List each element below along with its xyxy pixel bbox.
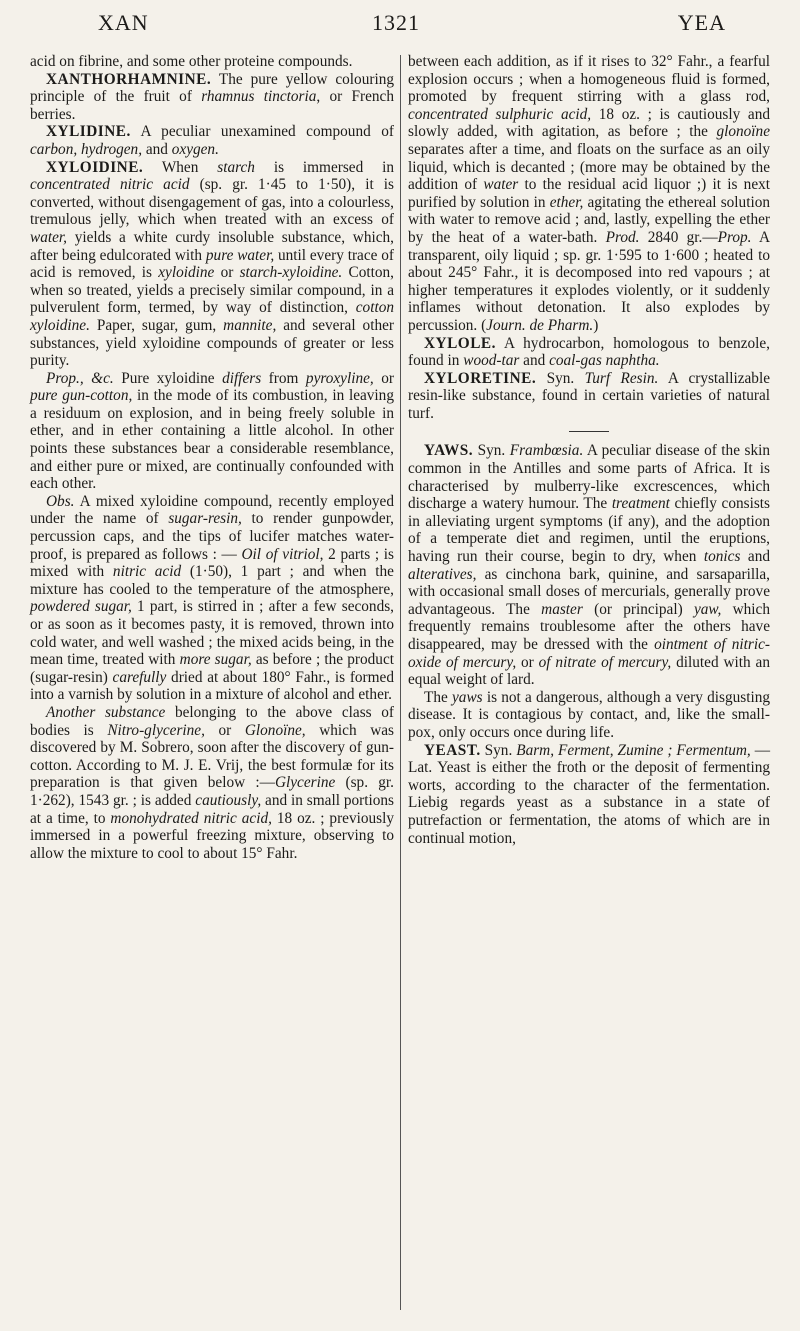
italic-term: xyloidine	[158, 264, 215, 282]
text-run: (1·50), 1 part ; and when the mixture has cooled to the temperature of the atmosphere,	[30, 563, 394, 598]
text-run: 2840 gr.—	[639, 228, 718, 246]
text-run: diluted with an equal weight of lard.	[408, 653, 770, 689]
italic-term: rhamnus tinctoria	[201, 88, 317, 106]
text-run: or	[204, 721, 245, 739]
italic-term: Barm, Ferment, Zumine ; Fermentum,	[516, 741, 751, 759]
entry-paragraph	[30, 123, 394, 158]
entry-headword: YEAST.	[424, 741, 481, 759]
text-run: Syn.	[473, 442, 510, 460]
text-run: or	[214, 264, 240, 282]
italic-term: starch-xyloidine.	[239, 264, 343, 282]
text-run: The pure yellow colouring principle of the fruit of	[30, 70, 394, 106]
italic-term: Journ. de Pharm.	[486, 316, 594, 334]
text-run: — Lat. Yeast is either the froth or the deposit of fermenting worts, according to the character of the fermentation. Liebig regards yeast as a substance in a state of putrefaction or fermentation, the atoms of which are in continual motion,	[408, 741, 771, 847]
text-run: When	[143, 158, 218, 176]
text-run: is not a dangerous, although a very disgusting disease. It is contagious by contact, and, like the small-pox, only occurs once during life.	[408, 688, 771, 741]
italic-term: ether,	[549, 193, 584, 211]
italic-term: powdered sugar,	[30, 598, 132, 616]
italic-term: Frambœsia.	[509, 442, 584, 460]
italic-term: glonoïne	[716, 123, 770, 141]
text-run: Syn.	[480, 741, 517, 759]
italic-term: yaw,	[693, 600, 722, 618]
italic-term: mannite,	[223, 316, 277, 334]
text-run: A transparent, oily liquid ; sp. gr. 1·595 to 1·600 ; heated to about 245° Fahr., it is decomposed into red vapours ; at higher temperatures it explodes violently, or it suddenly inflames without detonation. It also explodes by percussion. (	[408, 228, 771, 334]
italic-term: sugar-resin,	[168, 510, 242, 528]
text-run: agitating the ethereal solution with water to remove acid ; and, lastly, expelling the ether by the heat of a water-bath.	[408, 193, 770, 246]
entry-paragraph	[408, 689, 770, 742]
italic-term: pure water,	[205, 246, 275, 264]
italic-term: concentrated nitric acid	[30, 176, 190, 194]
text-run: Syn.	[536, 369, 585, 387]
italic-term: Another substance	[46, 703, 166, 721]
entry-paragraph	[30, 370, 394, 493]
entry-headword: XYLOIDINE.	[46, 158, 144, 176]
text-run: is immersed in	[254, 158, 394, 176]
text-run: which was discovered by M. Sobrero, soon after the discovery of gun-cotton. According to M. J. E. Vrij, the best formulæ for its preparation is that given below :—	[30, 721, 394, 792]
text-run: 18 oz. ; is cautiously and slowly added, with agitation, as before ; the	[408, 105, 770, 141]
text-run: and	[740, 548, 770, 566]
left-column	[30, 53, 394, 862]
text-run: as cinchona bark, quinine, and sarsaparilla, with occasional small doses of mercurials, generally prove advantageous. The	[408, 565, 770, 618]
italic-term: water	[483, 176, 519, 194]
entry-paragraph	[408, 442, 770, 688]
italic-term: carbon, hydrogen,	[30, 140, 143, 158]
text-run: A peculiar unexamined compound of	[130, 123, 394, 141]
entry-headword: YAWS.	[424, 442, 474, 460]
italic-term: Turf Resin.	[584, 369, 659, 387]
italic-term: Glycerine	[274, 774, 336, 792]
italic-term: Oil of vitriol,	[241, 545, 324, 563]
text-run: The	[424, 688, 453, 706]
text-run: A hydrocarbon, homologous to benzole, found in	[408, 334, 770, 370]
text-run: Cotton, when so treated, yields a precisely similar compound, in a pulverulent form, termed, by way of distinction,	[30, 264, 394, 317]
text-run: which frequently remains troublesome after the others have disappeared, may be dressed with the	[408, 600, 770, 653]
text-run: )	[593, 316, 599, 334]
text-run: Pure xyloidine	[113, 369, 223, 387]
text-run: or	[373, 369, 395, 387]
entry-paragraph	[408, 370, 770, 423]
entry-paragraph	[30, 704, 394, 862]
text-run: or	[516, 653, 539, 671]
header-left-guide-word: XAN	[98, 10, 149, 35]
italic-term: concentrated sulphuric acid,	[408, 105, 592, 123]
text-run: belonging to the above class of bodies is	[30, 703, 395, 739]
text-run: to render gunpowder, percussion caps, and the tips of lucifer matches water-proof, is prepared as follows : —	[30, 510, 394, 563]
italic-term: starch	[217, 158, 255, 176]
text-run: 1 part, is stirred in ; after a few seconds, or as soon as it becomes pasty, it is removed, thrown into cold water, and well washed ; the mixed acids being, in the mean time, treated with	[30, 598, 394, 669]
italic-term: tonics	[703, 548, 741, 566]
italic-term: Glonoïne,	[244, 721, 306, 739]
entry-paragraph	[30, 159, 394, 370]
entry-paragraph	[408, 742, 770, 848]
italic-term: oxygen.	[171, 140, 219, 158]
text-run: 2 parts ; is mixed with	[30, 545, 394, 581]
text-run: (sp. gr. 1·262), 1543 gr. ; is added	[30, 774, 395, 809]
entry-paragraph	[30, 71, 394, 124]
italic-term: nitric acid	[112, 563, 182, 581]
entry-paragraph	[408, 335, 770, 370]
text-run: (sp. gr. 1·45 to 1·50), it is converted, without disengagement of gas, into a colourless, tremulous jelly, which when treated with an excess of	[30, 176, 394, 229]
text-run: dried at about 180° Fahr., is formed into a varnish by solution in a mixture of alcohol and ether.	[30, 668, 394, 704]
text-run: A peculiar disease of the skin common in the Antilles and some parts of Africa. It is characterised by mulberry-like excrescences, which discharge a watery humour. The	[408, 442, 770, 513]
italic-term: water,	[30, 228, 67, 246]
text-run: separates after a time, and floats on the surface as an oily liquid, which is decanted ; (more may be obtained by the addition of	[408, 140, 770, 194]
text-run: and	[519, 352, 550, 370]
entry-paragraph	[30, 493, 394, 704]
entry-paragraph	[30, 53, 394, 71]
italic-term: alteratives,	[408, 565, 477, 583]
text-run: between each addition, as if it rises to 32° Fahr., a fearful explosion occurs ; when a homogeneous fluid is formed, promoted by frequent stirring with a glass rod,	[408, 53, 770, 106]
italic-term: carefully	[112, 668, 167, 686]
page-number: 1321	[372, 10, 420, 35]
text-run: (or principal)	[582, 600, 694, 618]
header-right-guide-word: YEA	[677, 10, 726, 35]
italic-term: yaws	[452, 688, 483, 706]
italic-term: Obs.	[46, 492, 75, 510]
italic-term: monohydrated nitric acid,	[110, 809, 272, 827]
entry-headword: XYLORETINE.	[424, 369, 537, 387]
italic-term: wood-tar	[463, 352, 520, 370]
italic-term: pyroxyline,	[305, 369, 374, 387]
text-run: and several other substances, yield xyloidine compounds of greater or less purity.	[30, 316, 394, 370]
text-run: in the mode of its combustion, in leaving a residuum on explosion, and in being freely soluble in ether, and in ether containing a little alcohol. In other points these substances bear a considerable resemblance, and either pure or mixed, are continually confounded with each other.	[30, 387, 394, 493]
text-run: and	[142, 140, 172, 158]
section-separator	[569, 431, 609, 432]
italic-term: pure gun-cotton,	[30, 387, 133, 405]
italic-term: Prop.	[717, 228, 752, 246]
italic-term: differs	[222, 369, 262, 387]
text-run: as before ; the product (sugar-resin)	[30, 651, 394, 686]
italic-term: master	[541, 600, 583, 618]
text-run: Paper, sugar, gum,	[89, 316, 224, 334]
italic-term: coal-gas naphtha.	[549, 352, 660, 370]
text-run: A mixed xyloidine compound, recently employed under the name of	[30, 492, 394, 528]
text-run: to the residual acid liquor ;) it is next purified by solution in	[408, 176, 771, 211]
italic-term: of nitrate of mercury,	[538, 653, 672, 671]
entry-headword: XYLOLE.	[424, 334, 496, 352]
text-run: from	[261, 369, 306, 387]
text-run: , or French berries.	[30, 88, 394, 123]
entry-paragraph	[408, 53, 770, 335]
right-column	[408, 53, 770, 847]
text-run: until every trace of acid is removed, is	[30, 246, 394, 282]
italic-term: more sugar,	[179, 651, 252, 669]
italic-term: treatment	[611, 495, 670, 513]
italic-term: cotton xyloidine.	[30, 299, 394, 334]
text-run: A crystallizable resin-like substance, found in certain varieties of natural turf.	[408, 369, 770, 422]
text-run: chiefly consists in alleviating urgent symptoms (if any), and the adoption of a temperate diet and regimen, until the eruptions, having run their course, begin to dry, when	[408, 495, 770, 566]
entry-headword: XANTHORHAMNINE.	[46, 70, 212, 88]
column-divider	[400, 55, 401, 1310]
italic-term: cautiously,	[195, 791, 262, 809]
text-run: acid on fibrine, and some other proteine compounds.	[30, 53, 353, 70]
entry-headword: XYLIDINE.	[46, 123, 131, 141]
running-header	[40, 10, 760, 42]
italic-term: Prod.	[605, 228, 640, 246]
text-run: yields a white curdy insoluble substance, which, after being edulcorated with	[30, 228, 394, 264]
italic-term: ointment of nitric-oxide of mercury,	[408, 636, 770, 671]
text-run: and in small portions at a time, to	[30, 791, 394, 827]
italic-term: Nitro-glycerine,	[107, 721, 205, 739]
text-run: 18 oz. ; previously immersed in a powerful freezing mixture, observing to allow the mixture to cool to about 15° Fahr.	[30, 809, 394, 862]
italic-term: Prop., &c.	[46, 369, 114, 387]
